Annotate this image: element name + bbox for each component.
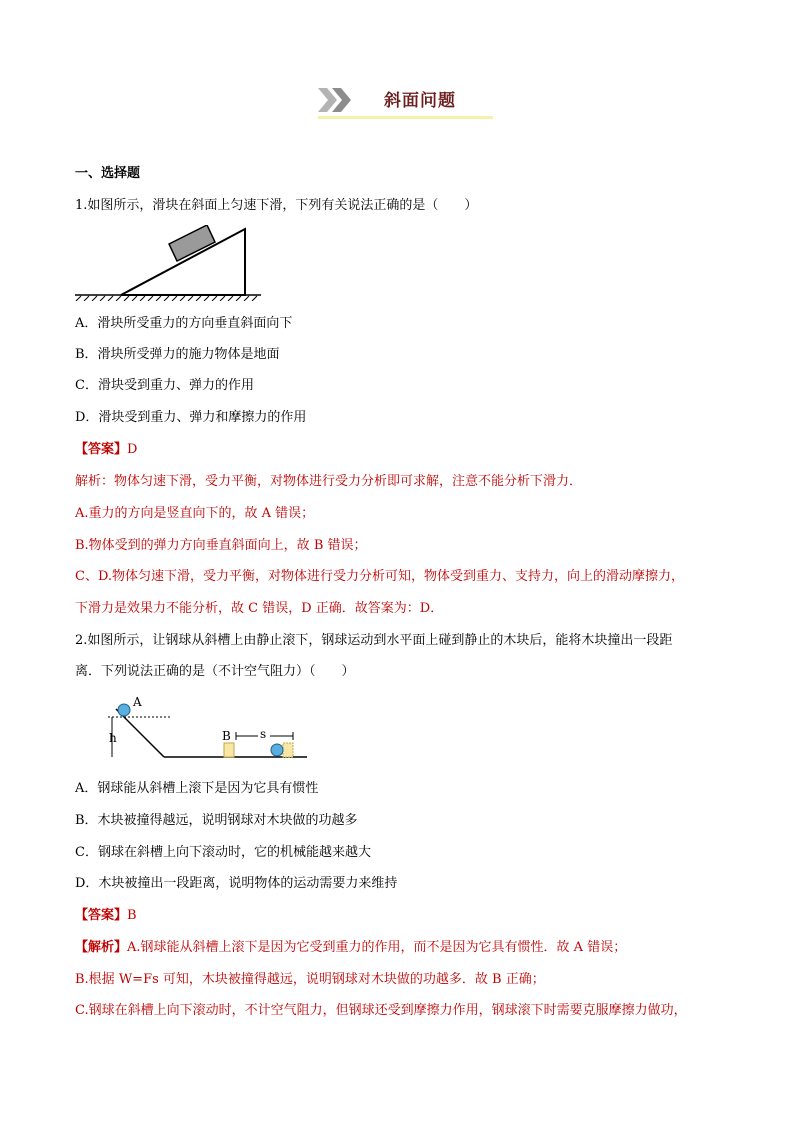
- q2-ramp-figure: [100, 693, 310, 763]
- q2-answer-value: B: [127, 908, 137, 923]
- q2-answer: [75, 908, 137, 924]
- q2-analysis-label: 【解析】: [75, 940, 128, 955]
- q2-answer-label: 【答案】: [75, 908, 128, 923]
- q1-incline-figure: [75, 225, 265, 301]
- q2-stem-line2: 离．下列说法正确的是（不计空气阻力）（ ）: [75, 664, 355, 679]
- q1-option-a: A．滑块所受重力的方向垂直斜面向下: [75, 316, 293, 331]
- q1-analysis-line: C、D.物体匀速下滑，受力平衡，对物体进行受力分析可知，物体受到重力、支持力，向上的滑动摩擦力，: [75, 569, 685, 584]
- title-underline: [318, 116, 493, 119]
- q2-option-a: A．钢球能从斜槽上滚下是因为它具有惯性: [75, 781, 319, 796]
- page-title: 斜面问题: [384, 91, 456, 111]
- q2-label-b: B: [222, 729, 231, 743]
- q1-analysis-line: 下滑力是效果力不能分析，故 C 错误，D 正确．故答案为：D．: [75, 601, 444, 616]
- q1-option-d: D．滑块受到重力、弹力和摩擦力的作用: [75, 410, 307, 425]
- page-header: [318, 86, 493, 120]
- q1-option-c: C．滑块受到重力、弹力的作用: [75, 378, 254, 393]
- q2-option-c: C．钢球在斜槽上向下滚动时，它的机械能越来越大: [75, 845, 371, 860]
- q2-stem-line1: 2.如图所示，让钢球从斜槽上由静止滚下，钢球运动到水平面上碰到静止的木块后，能将木块撞出一段距: [75, 633, 673, 648]
- q1-stem: 1.如图所示，滑块在斜面上匀速下滑，下列有关说法正确的是（ ）: [75, 198, 478, 213]
- q1-option-b: B．滑块所受弹力的施力物体是地面: [75, 347, 280, 362]
- q2-label-h: h: [109, 731, 117, 745]
- q2-analysis-line: C.钢球在斜槽上向下滚动时，不计空气阻力，但钢球还受到摩擦力作用，钢球滚下时需要克服摩擦力做功，: [75, 1003, 687, 1018]
- q2-option-d: D．木块被撞出一段距离，说明物体的运动需要力来维持: [75, 876, 398, 891]
- q1-answer-label: 【答案】: [75, 442, 128, 457]
- q1-analysis-line: B.物体受到的弹力方向垂直斜面向上，故 B 错误；: [75, 538, 367, 553]
- q2-label-s: s: [260, 727, 267, 741]
- q2-option-b: B．木块被撞得越远，说明钢球对木块做的功越多: [75, 813, 358, 828]
- q1-answer-value: D: [127, 442, 138, 457]
- q1-analysis-line: 解析：物体匀速下滑，受力平衡，对物体进行受力分析即可求解，注意不能分析下滑力．: [75, 474, 583, 489]
- section-title: 一、选择题: [75, 166, 141, 181]
- q2-analysis-line: B.根据 W=Fs 可知，木块被撞得越远，说明钢球对木块做的功越多．故 B 正确；: [75, 972, 545, 987]
- double-chevron-icon: [318, 88, 354, 112]
- q2-analysis-text: A.钢球能从斜槽上滚下是因为它受到重力的作用，而不是因为它具有惯性．故 A 错误；: [127, 940, 627, 955]
- q2-analysis-line: [75, 940, 626, 956]
- q2-label-a: A: [133, 695, 142, 709]
- q1-analysis-line: A.重力的方向是竖直向下的，故 A 错误；: [75, 506, 315, 521]
- q1-answer: [75, 442, 137, 458]
